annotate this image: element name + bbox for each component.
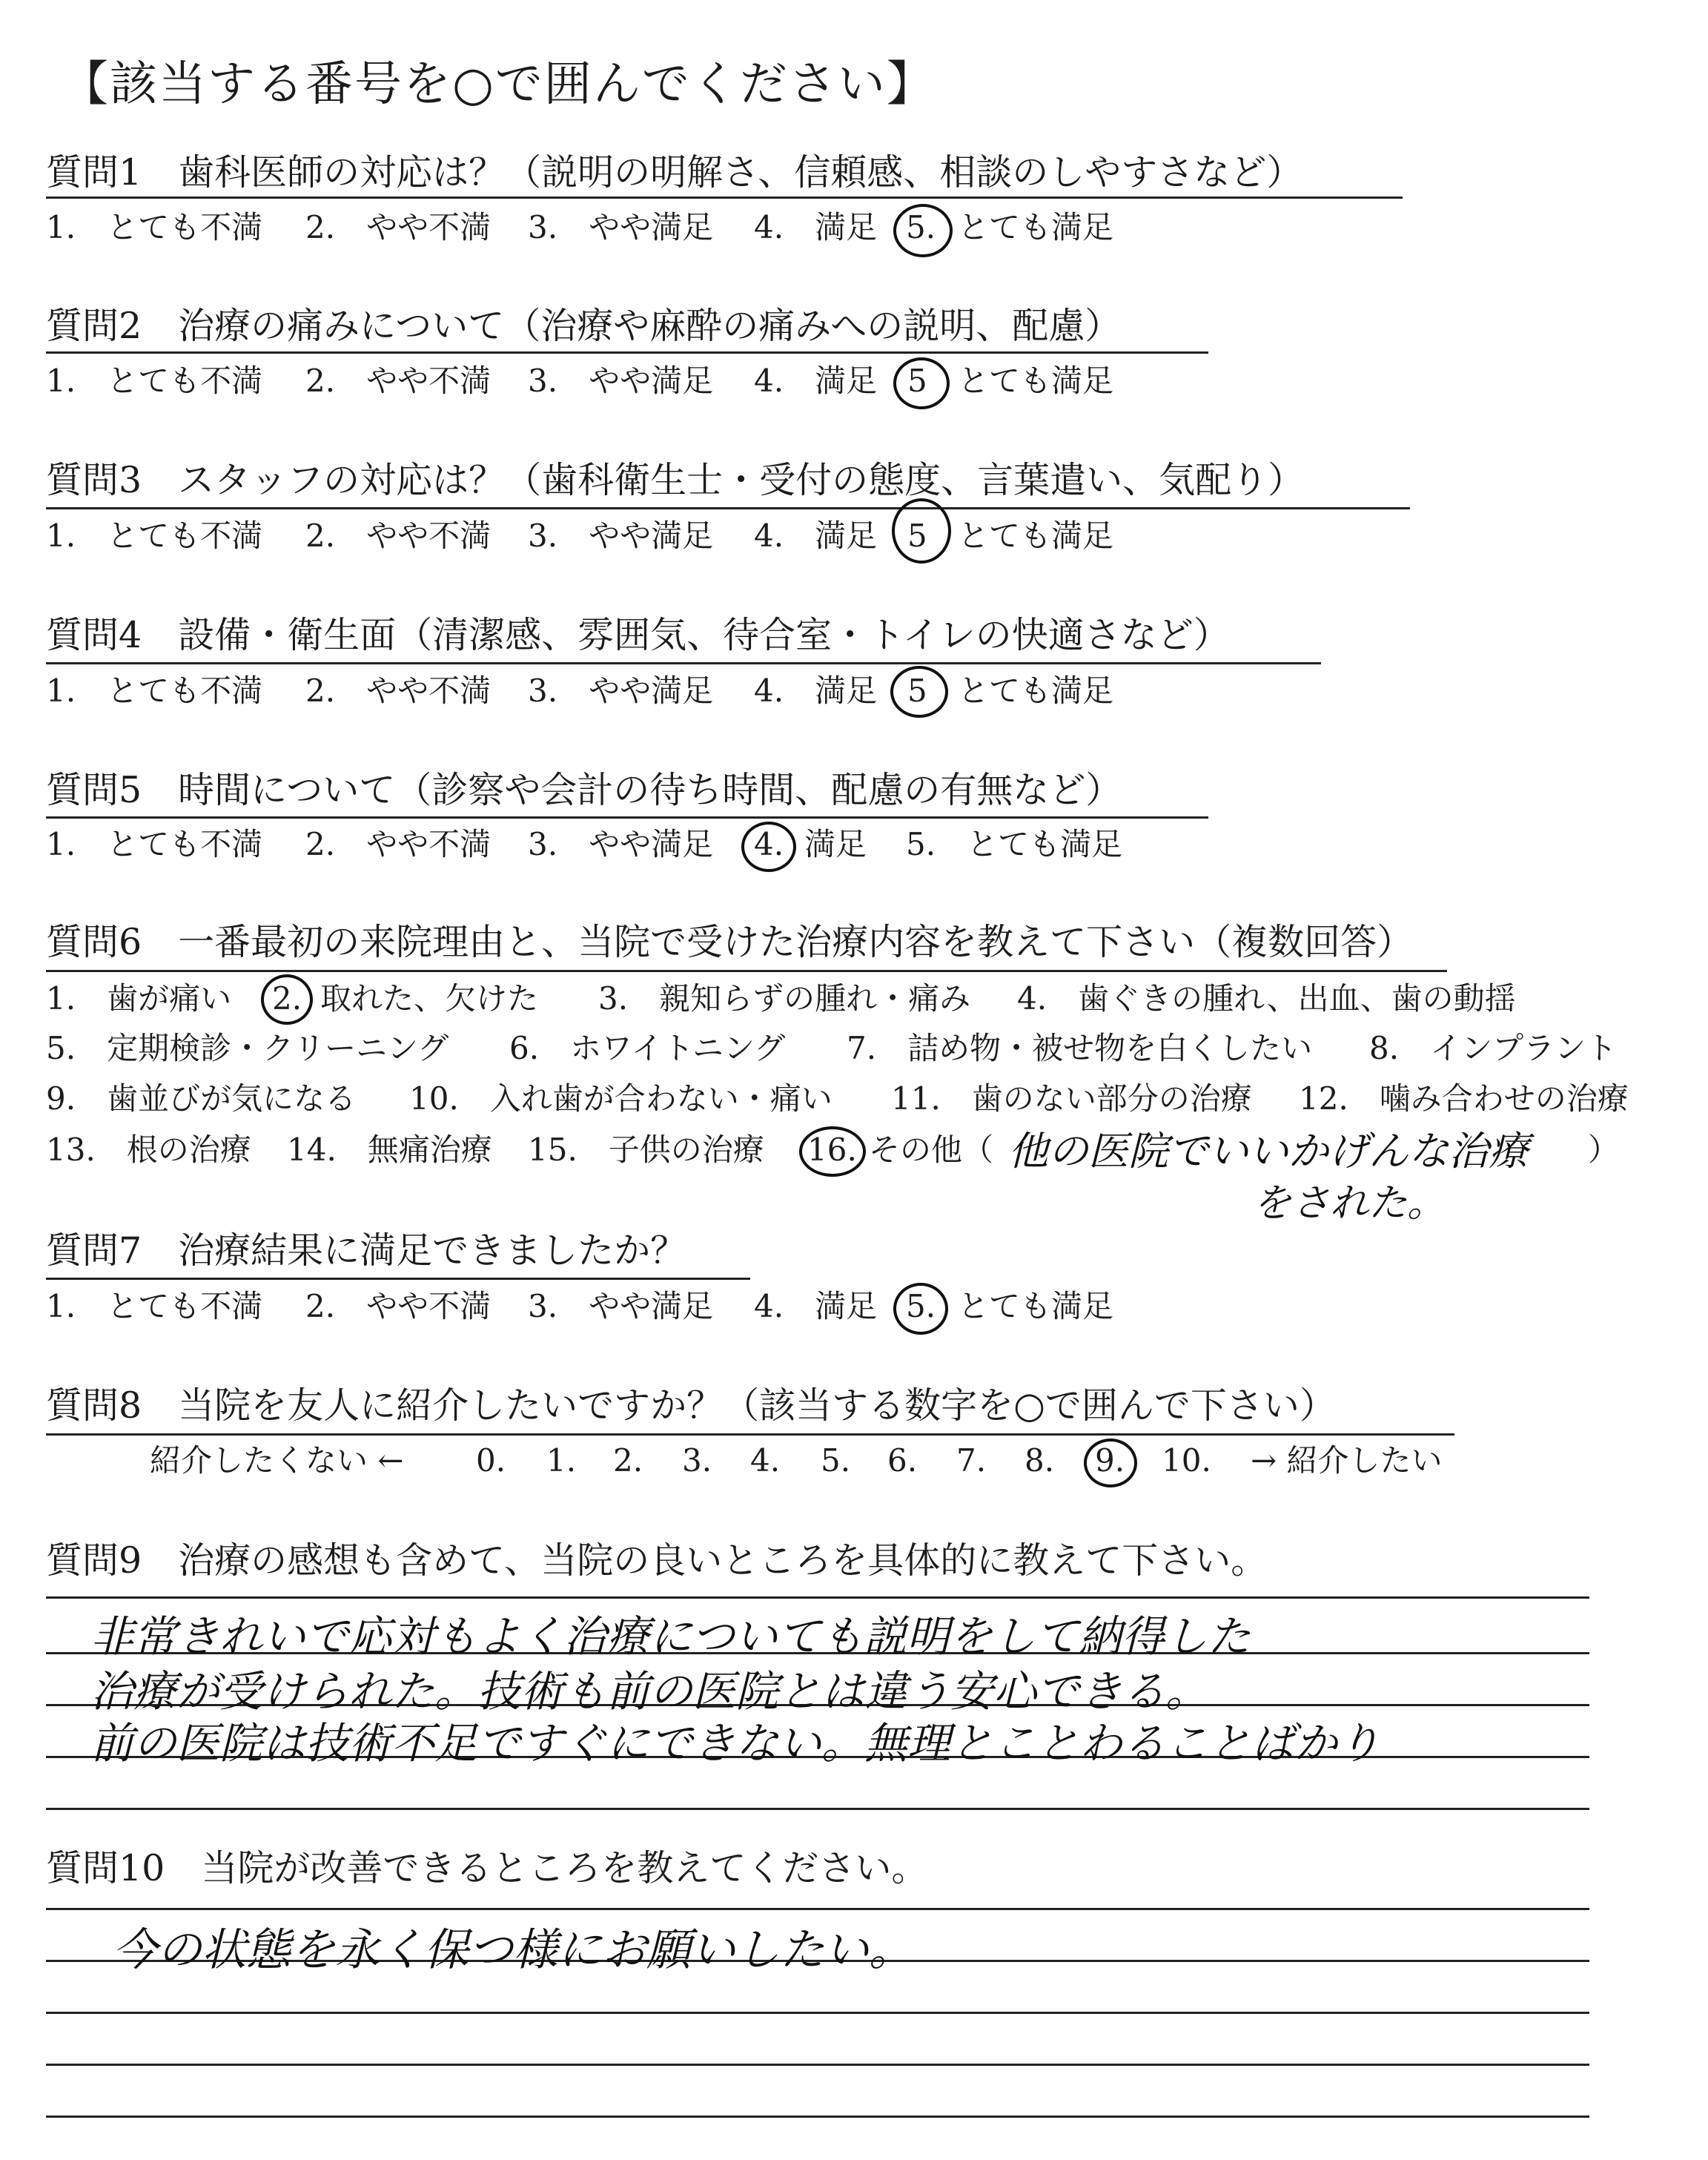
q6-other-close-paren: ） bbox=[1588, 1132, 1620, 1168]
q4-option-3[interactable]: 3. やや満足 bbox=[528, 673, 714, 709]
q8-scale-9[interactable]: 9. bbox=[1095, 1442, 1125, 1479]
q5-option-4-label[interactable]: 満足 bbox=[804, 826, 867, 862]
q6-option-2-label[interactable]: 取れた、欠けた bbox=[320, 980, 539, 1017]
q6-option-3[interactable]: 3. 親知らずの腫れ・痛み bbox=[598, 980, 971, 1017]
q1-option-5-label[interactable]: とても満足 bbox=[958, 209, 1114, 245]
q7-answer-circle bbox=[893, 1283, 948, 1335]
question-6-heading: 質問6 一番最初の来院理由と、当院で受けた治療内容を教えて下さい（複数回答） bbox=[46, 921, 1414, 963]
q6-option-1[interactable]: 1. 歯が痛い bbox=[46, 980, 232, 1017]
q9-writing-line-5 bbox=[46, 1808, 1589, 1810]
question-7-heading: 質問7 治療結果に満足できましたか？ bbox=[46, 1229, 687, 1272]
q8-scale-2[interactable]: 2. bbox=[613, 1442, 643, 1479]
q7-option-1[interactable]: 1. とても不満 bbox=[46, 1288, 263, 1324]
q3-answer-circle bbox=[892, 498, 951, 564]
question-3-heading: 質問3 スタッフの対応は？（歯科衛生士・受付の態度、言葉遣い、気配り） bbox=[46, 459, 1305, 501]
q6-option-16-number[interactable]: 16. bbox=[807, 1132, 857, 1168]
q10-writing-line-3 bbox=[46, 2012, 1589, 2014]
q10-answer-line-1[interactable]: 今の状態を永く保つ様にお願いしたい。 bbox=[113, 1924, 913, 1976]
q2-option-4[interactable]: 4. 満足 bbox=[754, 363, 878, 399]
q6-option-16-label[interactable]: その他（ bbox=[869, 1132, 994, 1168]
q8-scale-6[interactable]: 6. bbox=[887, 1442, 918, 1479]
q5-option-5[interactable]: 5. とても満足 bbox=[906, 826, 1123, 862]
question-2-heading: 質問2 治療の痛みについて（治療や麻酔の痛みへの説明、配慮） bbox=[46, 305, 1122, 347]
q6-option-16-circle bbox=[799, 1126, 866, 1177]
q3-option-3[interactable]: 3. やや満足 bbox=[528, 518, 714, 554]
q5-option-4-number[interactable]: 4. bbox=[754, 826, 784, 862]
q2-option-5-number[interactable]: 5 bbox=[907, 363, 927, 399]
question-10-heading: 質問10 当院が改善できるところを教えてください。 bbox=[46, 1847, 928, 1889]
q6-option-13[interactable]: 13. 根の治療 bbox=[46, 1132, 251, 1168]
q3-option-5-number[interactable]: 5 bbox=[907, 518, 927, 554]
q8-answer-circle bbox=[1084, 1439, 1137, 1487]
q4-option-2[interactable]: 2. やや不満 bbox=[305, 673, 491, 709]
q6-option-6[interactable]: 6. ホワイトニング bbox=[509, 1030, 786, 1066]
q8-scale-left-label: 紹介したくない ← bbox=[150, 1442, 404, 1479]
q3-option-1[interactable]: 1. とても不満 bbox=[46, 518, 263, 554]
form-title: 【該当する番号を○で囲んでください】 bbox=[61, 57, 936, 112]
q3-option-4[interactable]: 4. 満足 bbox=[754, 518, 878, 554]
question-8-underline bbox=[46, 1433, 1454, 1436]
q6-option-15[interactable]: 15. 子供の治療 bbox=[528, 1132, 764, 1168]
q5-option-2[interactable]: 2. やや不満 bbox=[305, 826, 491, 862]
q6-option-4[interactable]: 4. 歯ぐきの腫れ、出血、歯の動揺 bbox=[1017, 980, 1516, 1017]
q7-option-5-number[interactable]: 5. bbox=[906, 1288, 936, 1324]
question-5-heading: 質問5 時間について（診察や会計の待ち時間、配慮の有無など） bbox=[46, 769, 1122, 811]
q6-other-handwritten-1[interactable]: 他の医院でいいかげんな治療 bbox=[1008, 1128, 1529, 1175]
q7-option-2[interactable]: 2. やや不満 bbox=[305, 1288, 491, 1324]
q1-option-1[interactable]: 1. とても不満 bbox=[46, 209, 263, 245]
q7-option-4[interactable]: 4. 満足 bbox=[754, 1288, 878, 1324]
question-9-heading: 質問9 治療の感想も含めて、当院の良いところを具体的に教えて下さい。 bbox=[46, 1539, 1268, 1582]
q9-answer-line-2[interactable]: 治療が受けられた。技術も前の医院とは違う安心できる。 bbox=[90, 1666, 1209, 1717]
q5-option-1[interactable]: 1. とても不満 bbox=[46, 826, 263, 862]
q6-other-handwritten-2[interactable]: をされた。 bbox=[1253, 1181, 1446, 1226]
q5-answer-circle bbox=[741, 822, 796, 872]
q7-option-5-label[interactable]: とても満足 bbox=[958, 1288, 1114, 1324]
q2-option-5-label[interactable]: とても満足 bbox=[958, 363, 1114, 399]
question-2-underline bbox=[46, 351, 1208, 354]
q6-option-12[interactable]: 12. 噛み合わせの治療 bbox=[1299, 1080, 1629, 1117]
q6-option-2-number[interactable]: 2. bbox=[272, 980, 302, 1017]
q1-answer-circle bbox=[893, 204, 953, 257]
question-1-heading: 質問1 歯科医師の対応は？（説明の明解さ、信頼感、相談のしやすさなど） bbox=[46, 151, 1303, 194]
q1-option-4[interactable]: 4. 満足 bbox=[754, 209, 878, 245]
q2-option-2[interactable]: 2. やや不満 bbox=[305, 363, 491, 399]
q6-option-7[interactable]: 7. 詰め物・被せ物を白くしたい bbox=[847, 1030, 1313, 1066]
q10-writing-line-5 bbox=[46, 2116, 1589, 2118]
q8-scale-right-label: → 紹介したい bbox=[1251, 1442, 1443, 1479]
q2-option-1[interactable]: 1. とても不満 bbox=[46, 363, 263, 399]
q4-option-4[interactable]: 4. 満足 bbox=[754, 673, 878, 709]
q1-option-2[interactable]: 2. やや不満 bbox=[305, 209, 491, 245]
q6-option-8[interactable]: 8. インプラント bbox=[1369, 1030, 1618, 1066]
question-5-underline bbox=[46, 816, 1208, 819]
q8-scale-3[interactable]: 3. bbox=[682, 1442, 712, 1479]
q8-scale-1[interactable]: 1. bbox=[546, 1442, 577, 1479]
q9-answer-line-1[interactable]: 非常きれいで応対もよく治療についても説明をして納得した bbox=[90, 1611, 1251, 1662]
q1-option-3[interactable]: 3. やや満足 bbox=[528, 209, 714, 245]
q6-option-9[interactable]: 9. 歯並びが気になる bbox=[46, 1080, 357, 1117]
question-7-underline bbox=[46, 1278, 750, 1280]
q3-option-5-label[interactable]: とても満足 bbox=[958, 518, 1114, 554]
q9-writing-line-1 bbox=[46, 1596, 1589, 1599]
q6-option-10[interactable]: 10. 入れ歯が合わない・痛い bbox=[409, 1080, 833, 1117]
q8-scale-8[interactable]: 8. bbox=[1025, 1442, 1055, 1479]
question-6-underline bbox=[46, 970, 1447, 972]
q10-writing-line-1 bbox=[46, 1908, 1589, 1910]
q8-scale-5[interactable]: 5. bbox=[821, 1442, 851, 1479]
q8-scale-10[interactable]: 10. bbox=[1162, 1442, 1211, 1479]
question-4-underline bbox=[46, 662, 1321, 664]
q9-answer-line-3[interactable]: 前の医院は技術不足ですぐにできない。無理とことわることばかり bbox=[90, 1718, 1381, 1768]
q2-option-3[interactable]: 3. やや満足 bbox=[528, 363, 714, 399]
question-8-heading: 質問8 当院を友人に紹介したいですか？（該当する数字を○で囲んで下さい） bbox=[46, 1384, 1336, 1427]
q5-option-3[interactable]: 3. やや満足 bbox=[528, 826, 714, 862]
q3-option-2[interactable]: 2. やや不満 bbox=[305, 518, 491, 554]
q4-answer-circle bbox=[890, 666, 948, 718]
q6-option-11[interactable]: 11. 歯のない部分の治療 bbox=[891, 1080, 1252, 1117]
q6-option-2-circle bbox=[261, 974, 313, 1025]
question-1-underline bbox=[46, 196, 1403, 199]
q4-option-5-number[interactable]: 5 bbox=[907, 673, 927, 709]
q10-writing-line-4 bbox=[46, 2064, 1589, 2066]
q8-scale-0[interactable]: 0. bbox=[476, 1442, 506, 1479]
q4-option-1[interactable]: 1. とても不満 bbox=[46, 673, 263, 709]
q6-option-5[interactable]: 5. 定期検診・クリーニング bbox=[46, 1030, 449, 1066]
q1-option-5-number[interactable]: 5. bbox=[906, 209, 936, 245]
q8-scale-4[interactable]: 4. bbox=[750, 1442, 781, 1479]
question-3-underline bbox=[46, 507, 1410, 509]
q6-option-14[interactable]: 14. 無痛治療 bbox=[287, 1132, 492, 1168]
q2-answer-circle bbox=[893, 357, 950, 409]
question-4-heading: 質問4 設備・衛生面（清潔感、雰囲気、待合室・トイレの快適さなど） bbox=[46, 614, 1230, 656]
q8-scale-7[interactable]: 7. bbox=[956, 1442, 987, 1479]
q7-option-3[interactable]: 3. やや満足 bbox=[528, 1288, 714, 1324]
q4-option-5-label[interactable]: とても満足 bbox=[958, 673, 1114, 709]
